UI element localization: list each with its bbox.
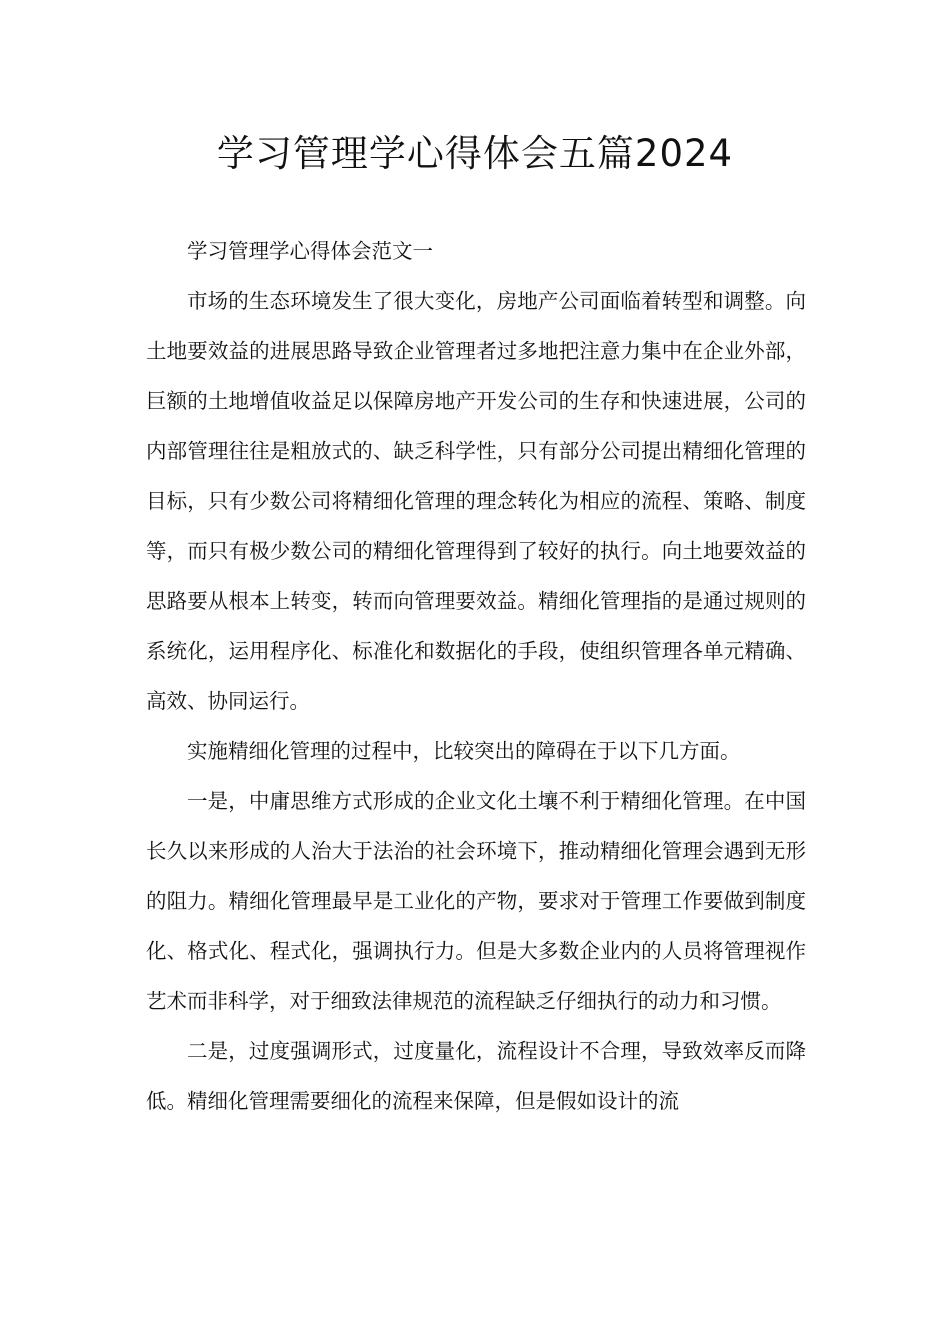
document-body (146, 226, 806, 1126)
document-title: 学习管理学心得体会五篇2024 (216, 132, 734, 175)
paragraph: 市场的生态环境发生了很大变化，房地产公司面临着转型和调整。向土地要效益的进展思路导致企业管理者过多地把注意力集中在企业外部，巨额的土地增值收益足以保障房地产开发公司的生存和快速进展，公司的内部管理往往是粗放式的、缺乏科学性，只有部分公司提出精细化管理的目标，只有少数公司将精细化管理的理念转化为相应的流程、策略、制度等，而只有极少数公司的精细化管理得到了较好的执行。向土地要效益的思路要从根本上转变，转而向管理要效益。精细化管理指的是通过规则的系统化，运用程序化、标准化和数据化的手段，使组织管理各单元精确、高效、协同运行。 (146, 289, 806, 713)
paragraph: 实施精细化管理的过程中，比较突出的障碍在于以下几方面。 (187, 739, 741, 763)
paragraph: 一是，中庸思维方式形成的企业文化土壤不利于精细化管理。在中国长久以来形成的人治大于法治的社会环境下，推动精细化管理会遇到无形的阻力。精细化管理最早是工业化的产物，要求对于管理工作要做到制度化、格式化、程式化，强调执行力。但是大多数企业内的人员将管理视作艺术而非科学，对于细致法律规范的流程缺乏仔细执行的动力和习惯。 (146, 789, 806, 1013)
section-heading: 学习管理学心得体会范文一 (187, 239, 433, 263)
paragraph: 二是，过度强调形式，过度量化，流程设计不合理，导致效率反而降低。精细化管理需要细化的流程来保障，但是假如设计的流 (146, 1039, 806, 1113)
